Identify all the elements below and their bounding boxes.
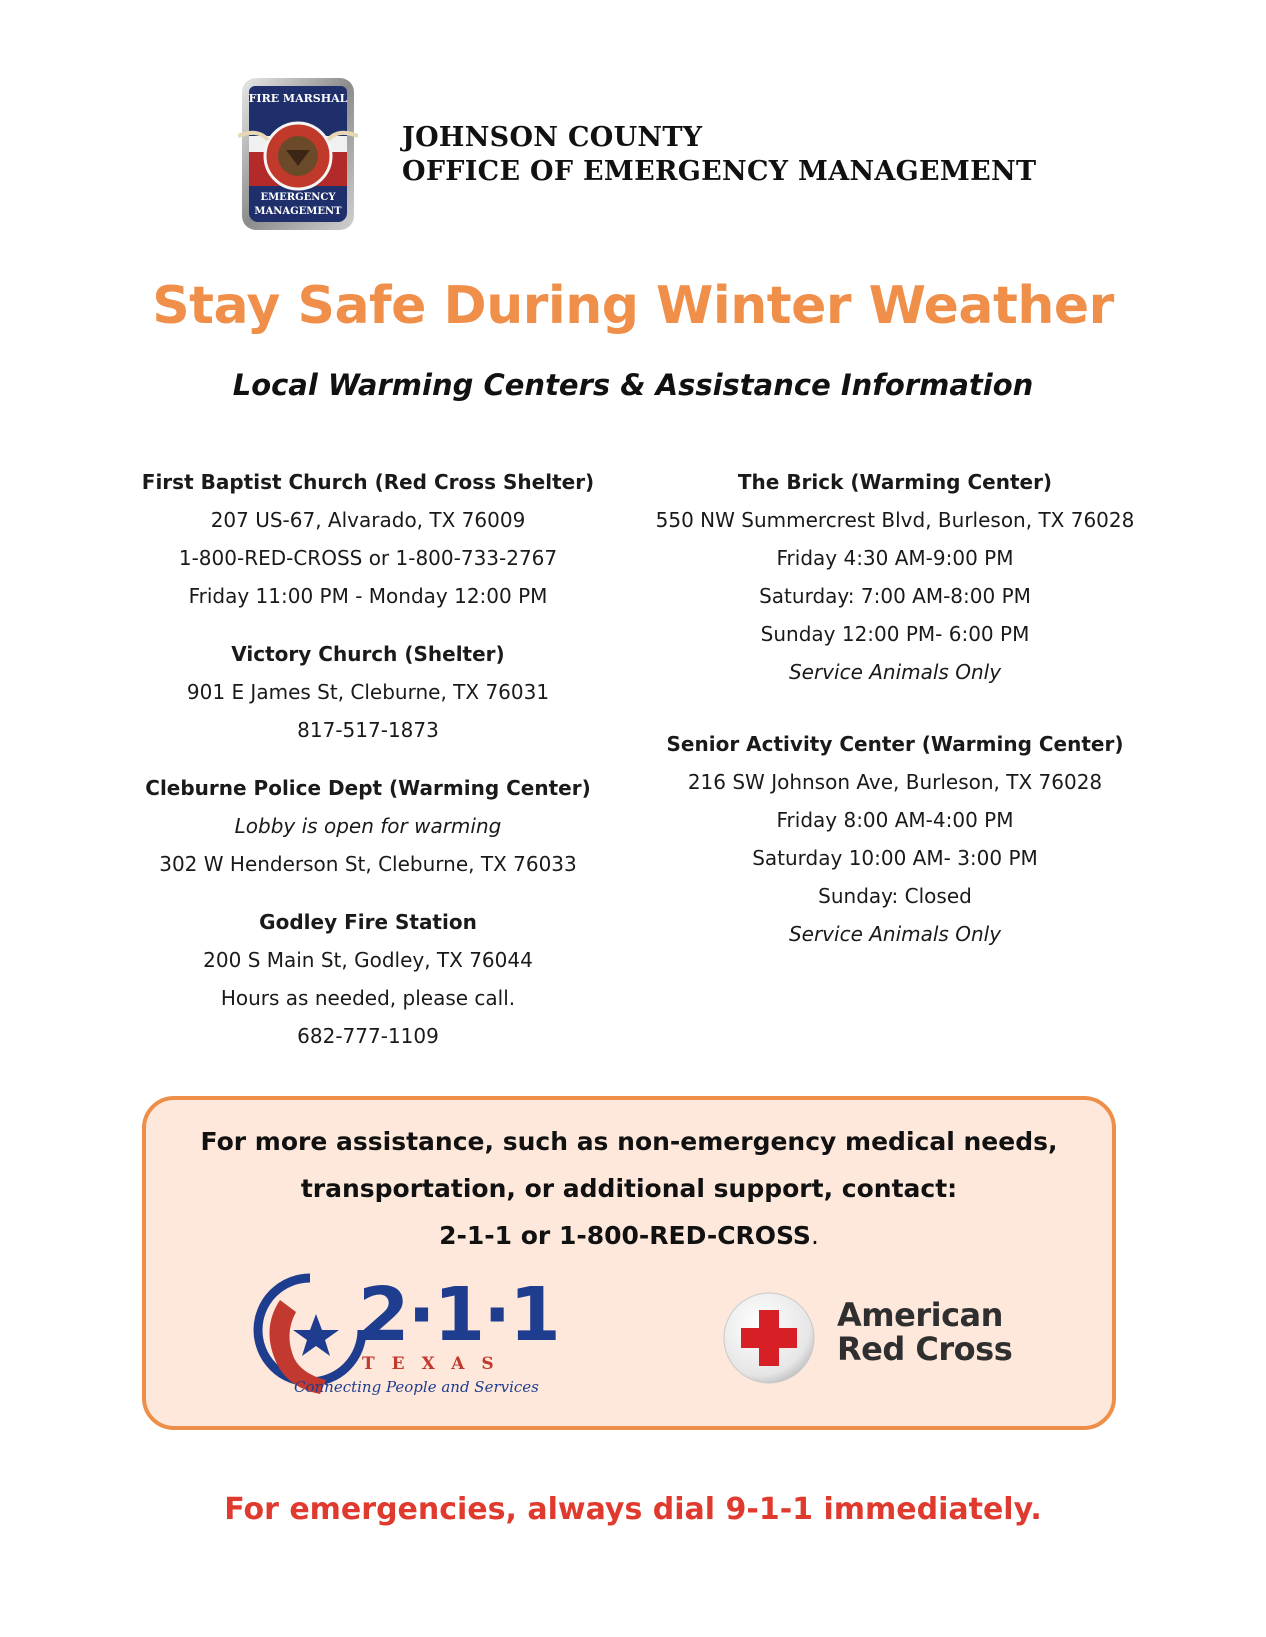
venue-phone: 682-777-1109 [297,1024,439,1048]
red-cross-wordmark [837,1298,1012,1366]
venue-note: Service Animals Only [788,922,1002,946]
venue-address: 901 E James St, Cleburne, TX 76031 [186,680,550,704]
venue-phone: 817-517-1873 [297,718,439,742]
venue-phone: 1-800-RED-CROSS or 1-800-733-2767 [178,546,558,570]
venue-address: 302 W Henderson St, Cleburne, TX 76033 [159,852,577,876]
fire-marshal-badge-logo [238,76,358,234]
venue-name: Cleburne Police Dept (Warming Center) [145,776,591,800]
logo-211-state: TEXAS [362,1354,511,1374]
right-column-locations [635,463,1155,973]
venue-name: The Brick (Warming Center) [737,470,1053,494]
venue-name: Godley Fire Station [259,910,477,934]
venue-address: 550 NW Summercrest Blvd, Burleson, TX 76028 [655,508,1135,532]
assistance-contacts: 2-1-1 or 1-800-RED-CROSS [439,1221,811,1250]
page-subtitle: Local Warming Centers & Assistance Information [232,368,1034,402]
badge-top-text: FIRE MARSHAL [248,92,348,105]
venue-name: Senior Activity Center (Warming Center) [666,732,1124,756]
venue-hours: Friday 11:00 PM - Monday 12:00 PM [188,584,548,608]
venue-first-baptist [110,463,626,615]
venue-address: 216 SW Johnson Ave, Burleson, TX 76028 [687,770,1103,794]
org-line-2: OFFICE OF EMERGENCY MANAGEMENT [402,156,1037,187]
badge-bottom-text-1: EMERGENCY [260,192,336,203]
venue-hours-sunday: Sunday: Closed [818,884,972,908]
venue-address: 207 US-67, Alvarado, TX 76009 [210,508,526,532]
american-red-cross-logo [721,1290,1041,1400]
venue-hours-saturday: Saturday 10:00 AM- 3:00 PM [752,846,1038,870]
logo-211-number: 2·1·1 [358,1272,559,1358]
venue-the-brick [635,463,1155,691]
venue-hours-sunday: Sunday 12:00 PM- 6:00 PM [760,622,1030,646]
venue-cleburne-police [110,769,626,883]
logo-211-tagline: Connecting People and Services [294,1378,539,1396]
venue-name: First Baptist Church (Red Cross Shelter) [141,470,595,494]
assistance-box [142,1096,1116,1430]
venue-address: 200 S Main St, Godley, TX 76044 [203,948,533,972]
assistance-period: . [810,1221,819,1250]
red-cross-line-2: Red Cross [837,1330,1013,1368]
venue-hours-friday: Friday 4:30 AM-9:00 PM [776,546,1014,570]
venue-senior-activity-center [635,725,1155,953]
red-cross-line-1: American [837,1296,1003,1334]
assistance-line-1: For more assistance, such as non-emergency medical needs, [200,1127,1058,1156]
assistance-text [146,1118,1112,1259]
venue-victory-church [110,635,626,749]
venue-hours-saturday: Saturday: 7:00 AM-8:00 PM [759,584,1031,608]
venue-note: Service Animals Only [788,660,1002,684]
texas-211-logo [250,1270,559,1400]
assistance-line-2: transportation, or additional support, contact: [300,1174,958,1203]
red-cross-icon [721,1290,817,1386]
emergency-notice: For emergencies, always dial 9-1-1 immediately. [224,1492,1042,1527]
venue-note: Lobby is open for warming [234,814,502,838]
venue-name: Victory Church (Shelter) [231,642,505,666]
assistance-line-3 [146,1212,1112,1259]
venue-godley-fire [110,903,626,1055]
page-title: Stay Safe During Winter Weather [152,276,1114,336]
left-column-locations [110,463,626,1075]
venue-hours: Hours as needed, please call. [220,986,516,1010]
org-line-1: JOHNSON COUNTY [402,122,703,153]
venue-hours-friday: Friday 8:00 AM-4:00 PM [776,808,1014,832]
organization-name [402,121,1036,189]
badge-bottom-text-2: MANAGEMENT [254,206,342,217]
